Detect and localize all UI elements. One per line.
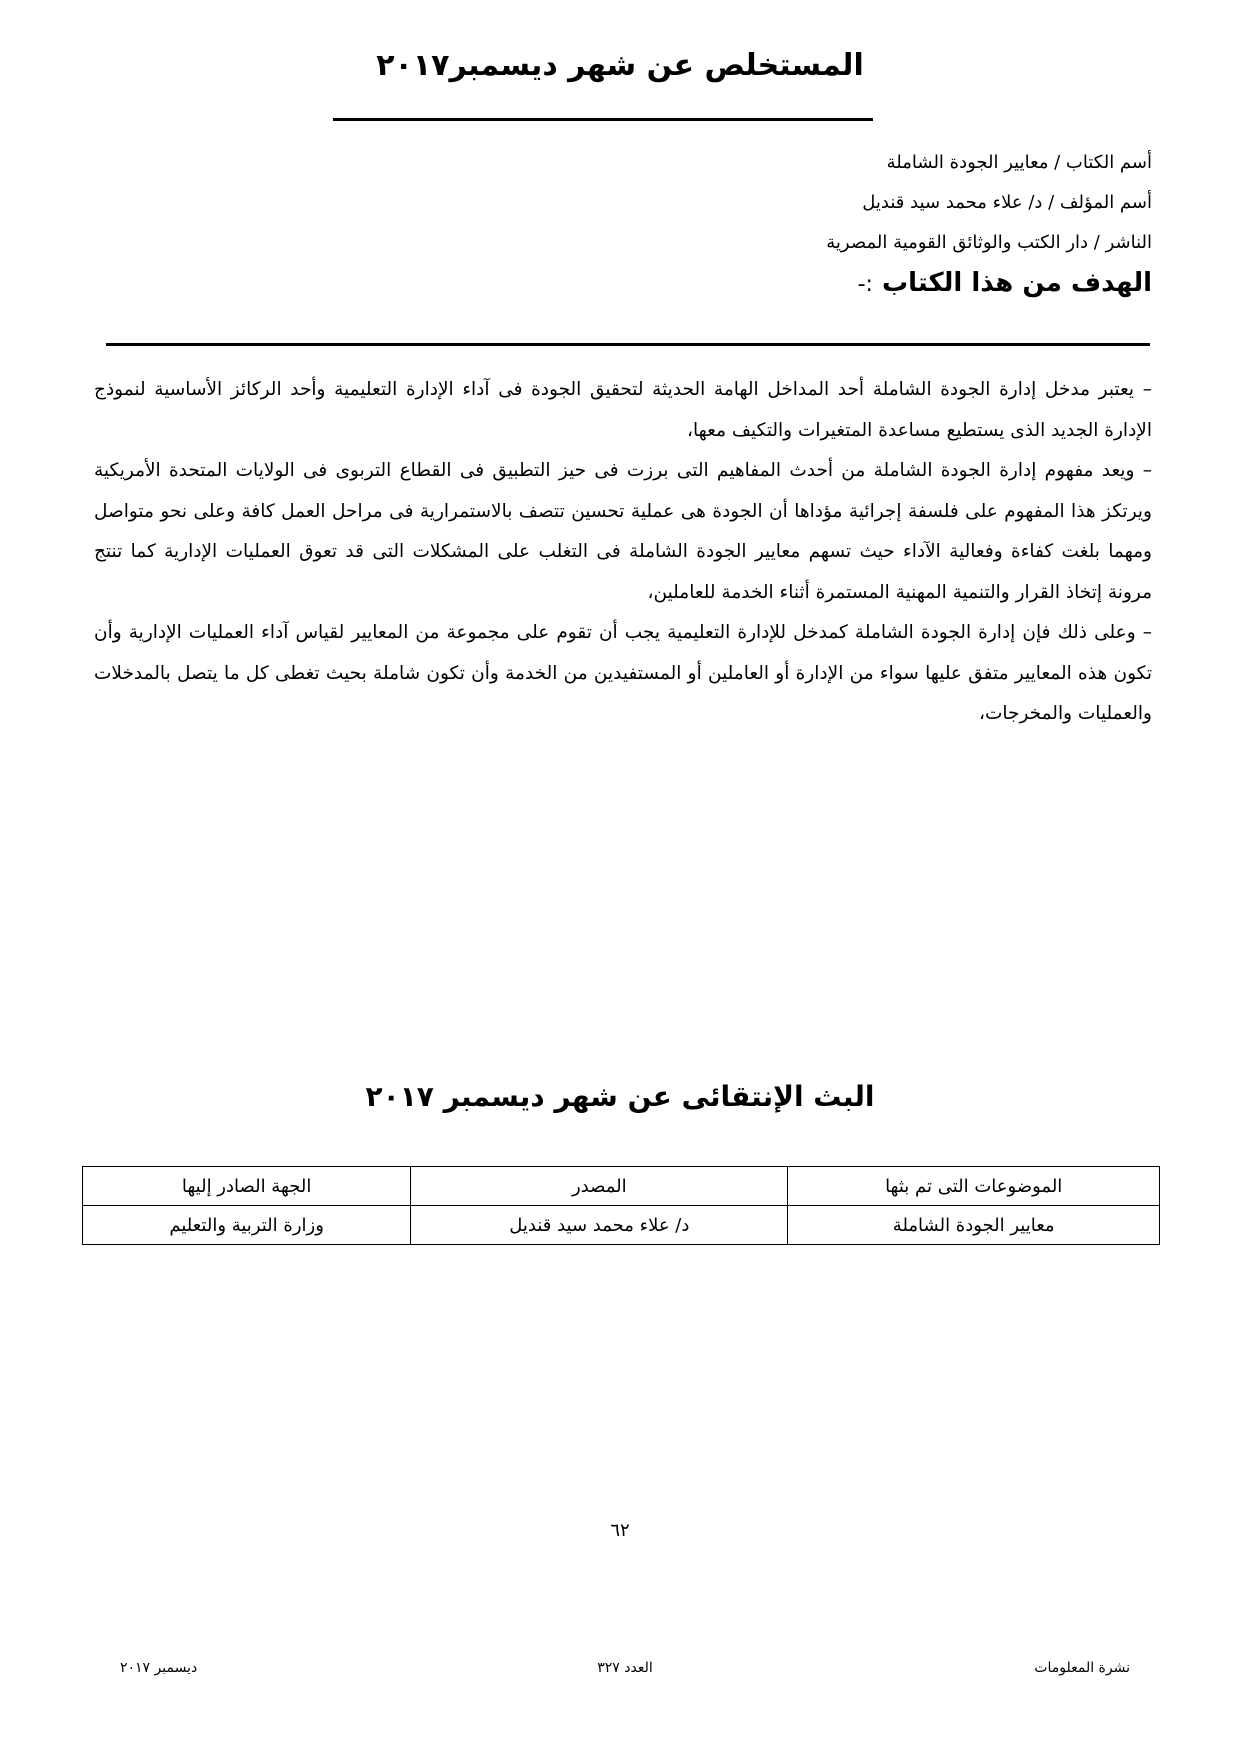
section-divider [106,343,1150,346]
paragraph: – وعلى ذلك فإن إدارة الجودة الشاملة كمدخل للإدارة التعليمية يجب أن تقوم على مجموعة من المعايير لقياس آداء العمليات الإدارية وأن تكون هذه المعايير متفق عليها سواء من الإدارة أو العاملين أو المستفيدين من الخدمة وأن تكون شاملة بحيث تغطى كل ما يتصل بالمدخلات والعمليات والمخرجات، [94,622,1152,724]
cell-recipient: وزارة التربية والتعليم [83,1206,411,1245]
title-underline [333,118,873,121]
page-footer [120,1660,1130,1684]
paragraph: – ويعد مفهوم إدارة الجودة الشاملة من أحدث المفاهيم التى برزت فى حيز التطبيق فى القطاع التربوى فى الولايات المتحدة الأمريكية ويرتكز هذا المفهوم على فلسفة إجرائية مؤداها أن الجودة هى عملية تحسين تتصف بالاستمرارية فى مراحل العمل كافة وعلى نحو متواصل ومهما بلغت كفاءة وفعالية الآداء حيث تسهم معايير الجودة الشاملة فى التغلب على المشكلات التى قد تعوق العمليات الإدارية كما تنتج مرونة إتخاذ القرار والتنمية المهنية المستمرة أثناء الخدمة للعاملين، [94,460,1152,603]
header-topics: الموضوعات التى تم بثها [788,1167,1160,1206]
broadcast-section-title: البث الإنتقائى عن شهر ديسمبر ٢٠١٧ [365,1080,875,1113]
table-row [83,1206,1160,1245]
page-title: المستخلص عن شهر ديسمبر٢٠١٧ [376,48,864,83]
book-publisher: الناشر / دار الكتب والوثائق القومية المصرية [826,232,1152,253]
goal-heading [858,268,1152,298]
goal-heading-suffix: :- [857,272,873,297]
page-number: ٦٢ [610,1520,630,1541]
footer-publication: نشرة المعلومات [1034,1660,1130,1676]
book-author: أسم المؤلف / د/ علاء محمد سيد قنديل [862,192,1152,213]
goal-heading-label: الهدف من هذا الكتاب [882,268,1152,298]
broadcast-table [82,1166,1160,1245]
table-header-row [83,1167,1160,1206]
goal-body [94,370,1152,735]
cell-source: د/ علاء محمد سيد قنديل [411,1206,788,1245]
book-name: أسم الكتاب / معايير الجودة الشاملة [886,152,1152,173]
header-source: المصدر [411,1167,788,1206]
footer-issue: العدد ٣٢٧ [597,1660,653,1676]
book-info [92,143,1152,263]
footer-date: ديسمبر ٢٠١٧ [120,1660,198,1676]
header-recipient: الجهة الصادر إليها [83,1167,411,1206]
paragraph: – يعتبر مدخل إدارة الجودة الشاملة أحد المداخل الهامة الحديثة لتحقيق الجودة فى آداء الإدارة التعليمية وأحد الركائز الأساسية لنموذج الإدارة الجديد الذى يستطيع مساعدة المتغيرات والتكيف معها، [94,379,1152,441]
cell-topic: معايير الجودة الشاملة [788,1206,1160,1245]
